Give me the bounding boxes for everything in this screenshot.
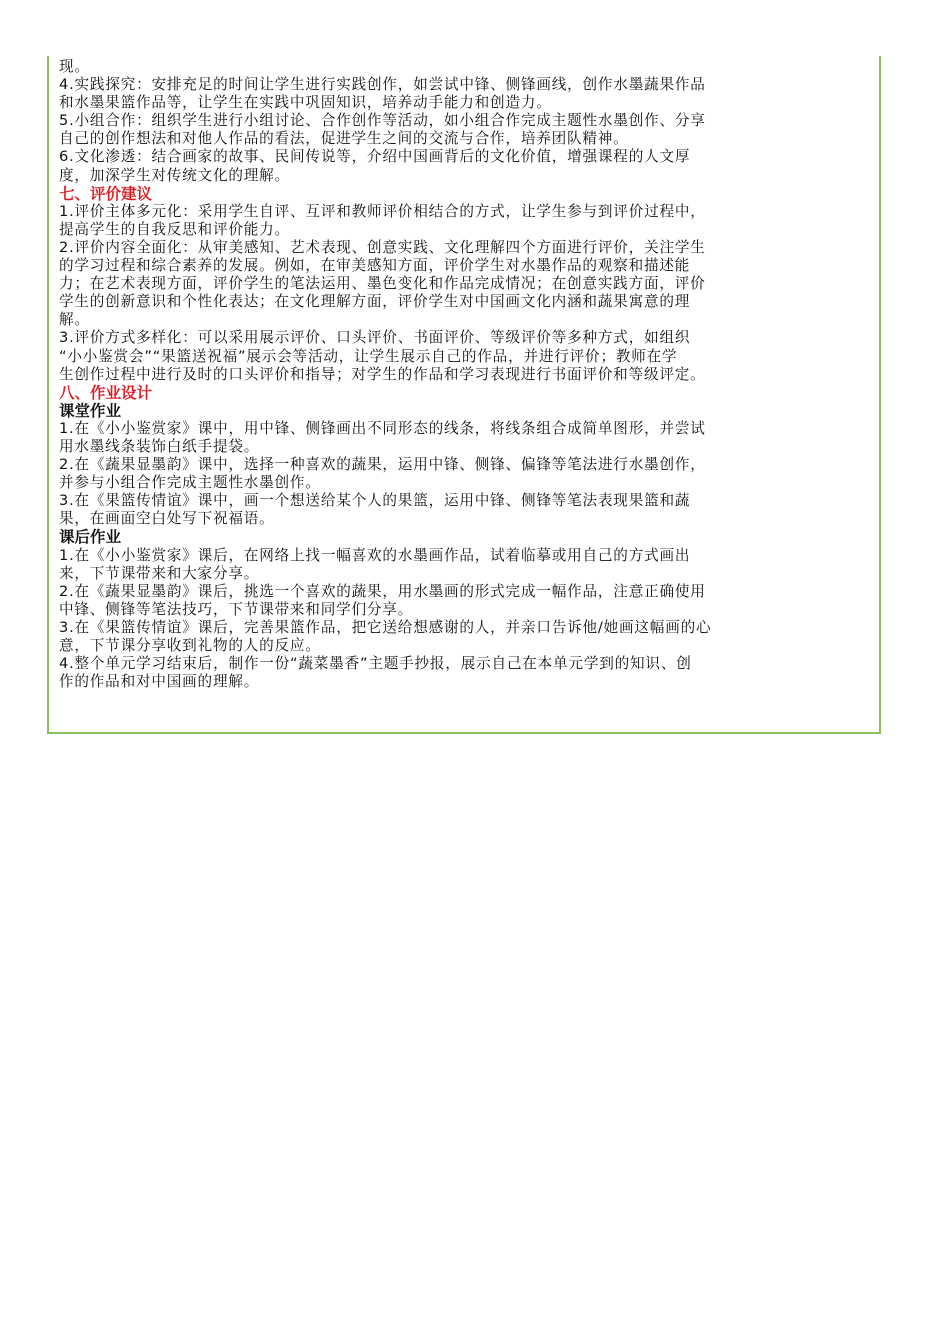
text-line: 和水墨果篮作品等，让学生在实践中巩固知识，培养动手能力和创造力。 [59, 94, 552, 112]
evaluation-line: 解。 [59, 311, 90, 329]
evaluation-line: “小小鉴赏会”“果篮送祝福”展示会等活动，让学生展示自己的作品，并进行评价；教师在学 [59, 347, 678, 365]
after-class-homework-heading: 课后作业 [59, 528, 122, 547]
after-class-homework-line: 3.在《果篮传情谊》课后，完善果篮作品，把它送给想感谢的人，并亲口告诉他/她画这幅画的心 [59, 618, 712, 636]
teaching-suggestions-tail [59, 58, 869, 185]
document-content-box [47, 56, 881, 734]
evaluation-line: 学生的创新意识和个性化表达；在文化理解方面，评价学生对中国画文化内涵和蔬果寓意的理 [59, 293, 691, 311]
evaluation-line: 的学习过程和综合素养的发展。例如，在审美感知方面，评价学生对水墨作品的观察和描述能 [59, 257, 691, 275]
text-line: 度，加深学生对传统文化的理解。 [59, 166, 290, 184]
text-line: 自己的创作想法和对他人作品的看法，促进学生之间的交流与合作，培养团队精神。 [59, 130, 629, 148]
evaluation-line: 生创作过程中进行及时的口头评价和指导；对学生的作品和学习表现进行书面评价和等级评定。 [59, 365, 706, 383]
evaluation-line: 3.评价方式多样化：可以采用展示评价、口头评价、书面评价、等级评价等多种方式，如组织 [59, 329, 691, 347]
evaluation-line: 提高学生的自我反思和评价能力。 [59, 220, 290, 238]
in-class-homework-heading: 课堂作业 [59, 401, 122, 420]
text-line: 6.文化渗透：结合画家的故事、民间传说等，介绍中国画背后的文化价值，增强课程的人文厚 [59, 148, 691, 166]
after-class-homework-line: 意，下节课分享收到礼物的人的反应。 [59, 637, 321, 654]
in-class-homework-line: 1.在《小小鉴赏家》课中，用中锋、侧锋画出不同形态的线条，将线条组合成简单图形，并尝试 [59, 419, 706, 437]
text-line: 4.实践探究：安排充足的时间让学生进行实践创作，如尝试中锋、侧锋画线，创作水墨蔬果作品 [59, 76, 706, 94]
after-class-homework-line: 1.在《小小鉴赏家》课后，在网络上找一幅喜欢的水墨画作品，试着临摹或用自己的方式画出 [59, 546, 691, 564]
evaluation-line: 2.评价内容全面化：从审美感知、艺术表现、创意实践、文化理解四个方面进行评价，关注学生 [59, 238, 706, 256]
evaluation-heading: 七、评价建议 [59, 184, 153, 203]
after-class-homework-line: 2.在《蔬果显墨韵》课后，挑选一个喜欢的蔬果，用水墨画的形式完成一幅作品，注意正确使用 [59, 582, 706, 600]
homework-heading: 八、作业设计 [59, 383, 153, 402]
after-class-homework-list [59, 547, 869, 692]
in-class-homework-list [59, 420, 869, 529]
evaluation-line: 力；在艺术表现方面，评价学生的笔法运用、墨色变化和作品完成情况；在创意实践方面，评价 [59, 275, 706, 293]
in-class-homework-line: 果，在画面空白处写下祝福语。 [59, 510, 275, 528]
text-line: 5.小组合作：组织学生进行小组讨论、合作创作等活动，如小组合作完成主题性水墨创作、分享 [59, 112, 706, 130]
evaluation-line: 1.评价主体多元化：采用学生自评、互评和教师评价相结合的方式，让学生参与到评价过程中， [59, 202, 706, 220]
after-class-homework-line: 作的作品和对中国画的理解。 [59, 673, 260, 691]
after-class-homework-line: 中锋、侧锋等笔法技巧，下节课带来和同学们分享。 [59, 600, 414, 618]
after-class-homework-line: 来，下节课带来和大家分享。 [59, 564, 260, 582]
in-class-homework-line: 3.在《果篮传情谊》课中，画一个想送给某个人的果篮，运用中锋、侧锋等笔法表现果篮和蔬 [59, 492, 691, 510]
after-class-homework-line: 4.整个单元学习结束后，制作一份“蔬菜墨香”主题手抄报，展示自己在本单元学到的知识、创 [59, 655, 692, 673]
in-class-homework-line: 用水墨线条装饰白纸手提袋。 [59, 437, 260, 455]
evaluation-list [59, 203, 869, 384]
text-line: 现。 [59, 58, 90, 75]
in-class-homework-line: 并参与小组合作完成主题性水墨创作。 [59, 474, 321, 492]
in-class-homework-line: 2.在《蔬果显墨韵》课中，选择一种喜欢的蔬果，运用中锋、侧锋、偏锋等笔法进行水墨创作， [59, 456, 706, 474]
